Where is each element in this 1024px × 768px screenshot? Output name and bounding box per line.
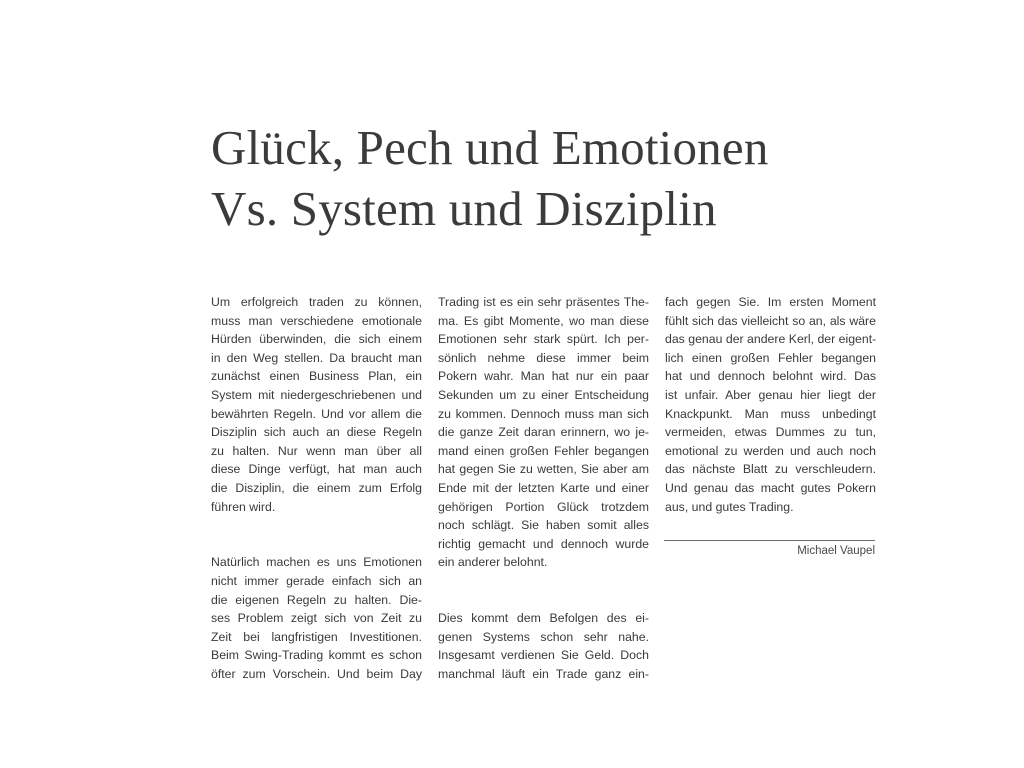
text-line: Disziplin sich auch an diese Regeln — [211, 425, 422, 440]
paragraph — [438, 293, 649, 572]
text-column-3 — [665, 293, 876, 516]
text-line: in den Weg stellen. Da braucht man — [211, 350, 422, 365]
text-line: manchmal läuft ein Trade ganz ein- — [438, 666, 649, 681]
text-line: die Disziplin, die einem zum Erfolg — [211, 480, 422, 495]
text-line: hat gegen Sie zu wetten, Sie aber am — [438, 462, 649, 477]
text-line: System mit niedergeschriebenen und — [211, 387, 422, 402]
text-line: lich einen großen Fehler begangen — [665, 350, 876, 365]
text-line: ist unfair. Aber genau hier liegt der — [665, 387, 876, 402]
text-line: mand einen großen Fehler begangen — [438, 443, 649, 458]
text-line: führen wird. — [211, 499, 276, 514]
paragraph — [665, 293, 876, 516]
text-line: die eigenen Regeln zu halten. Die- — [211, 592, 422, 607]
text-line: Und genau das macht gutes Pokern — [665, 480, 876, 495]
text-line: ses Problem zeigt sich von Zeit zu — [211, 611, 422, 626]
text-line: Natürlich machen es uns Emotionen — [211, 555, 422, 570]
paragraph — [211, 293, 422, 516]
text-line: bewährten Regeln. Und vor allem die — [211, 406, 422, 421]
text-line: Knackpunkt. Man muss unbedingt — [665, 406, 876, 421]
text-column-2 — [438, 293, 649, 683]
text-line: richtig gemacht und dennoch wurde — [438, 536, 649, 551]
text-line: sönlich nehme diese immer beim — [438, 350, 649, 365]
text-line: Sekunden um zu einer Entscheidung — [438, 387, 649, 402]
article-title — [211, 117, 769, 239]
text-line: Dies kommt dem Befolgen des ei- — [438, 611, 649, 626]
paragraph — [438, 609, 649, 683]
text-line: diese Dinge verfügt, hat man auch — [211, 462, 422, 477]
text-column-1 — [211, 293, 422, 683]
author-signature: Michael Vaupel — [797, 545, 875, 557]
text-line: das genau der andere Kerl, der eigent- — [665, 332, 877, 347]
text-line: noch schlägt. Sie haben somit alles — [438, 518, 649, 533]
text-line: hat und dennoch belohnt wird. Das — [665, 369, 876, 384]
text-line: zu halten. Nur wenn man über all — [211, 443, 422, 458]
text-line: Trading ist es ein sehr präsentes The- — [438, 295, 649, 309]
text-line: nicht immer gerade einfach sich an — [211, 573, 422, 588]
text-line: Pokern wahr. Man hat nur ein paar — [438, 369, 649, 384]
text-line: genen Systems schon sehr nahe. — [438, 629, 649, 644]
title-line-1: Glück, Pech und Emotionen — [211, 120, 769, 175]
text-line: ma. Es gibt Momente, wo man diese — [438, 313, 649, 328]
text-line: die ganze Zeit daran erinnern, wo je- — [438, 425, 649, 440]
text-line: Emotionen sehr stark spürt. Ich per- — [438, 332, 649, 347]
text-line: Beim Swing-Trading kommt es schon — [211, 648, 422, 663]
text-line: Hürden überwinden, die sich einem — [211, 332, 422, 347]
text-line: das nächste Blatt zu verschleudern. — [665, 462, 876, 477]
text-line: emotional zu werden und auch noch — [665, 443, 876, 458]
text-line: vermeiden, etwas Dummes zu tun, — [665, 425, 876, 440]
text-line: Ende mit der letzten Karte und einer — [438, 480, 649, 495]
text-line: Um erfolgreich traden zu können, — [211, 295, 422, 309]
text-line: fühlt sich das vielleicht so an, als wäre — [665, 313, 876, 328]
text-line: zunächst einen Business Plan, ein — [211, 369, 422, 384]
text-line: Insgesamt verdienen Sie Geld. Doch — [438, 648, 649, 663]
title-line-2: Vs. System und Disziplin — [211, 181, 717, 236]
paragraph — [211, 553, 422, 683]
text-line: zu kommen. Dennoch muss man sich — [438, 406, 649, 421]
text-line: öfter zum Vorschein. Und beim Day — [211, 666, 422, 681]
signature-divider — [664, 540, 875, 541]
text-line: ein anderer belohnt. — [438, 555, 548, 570]
text-line: fach gegen Sie. Im ersten Moment — [665, 295, 876, 309]
text-line: gehörigen Portion Glück trotzdem — [438, 499, 649, 514]
text-line: muss man verschiedene emotionale — [211, 313, 422, 328]
text-line: Zeit bei langfristigen Investitionen. — [211, 629, 422, 644]
text-line: aus, und gutes Trading. — [665, 499, 794, 514]
